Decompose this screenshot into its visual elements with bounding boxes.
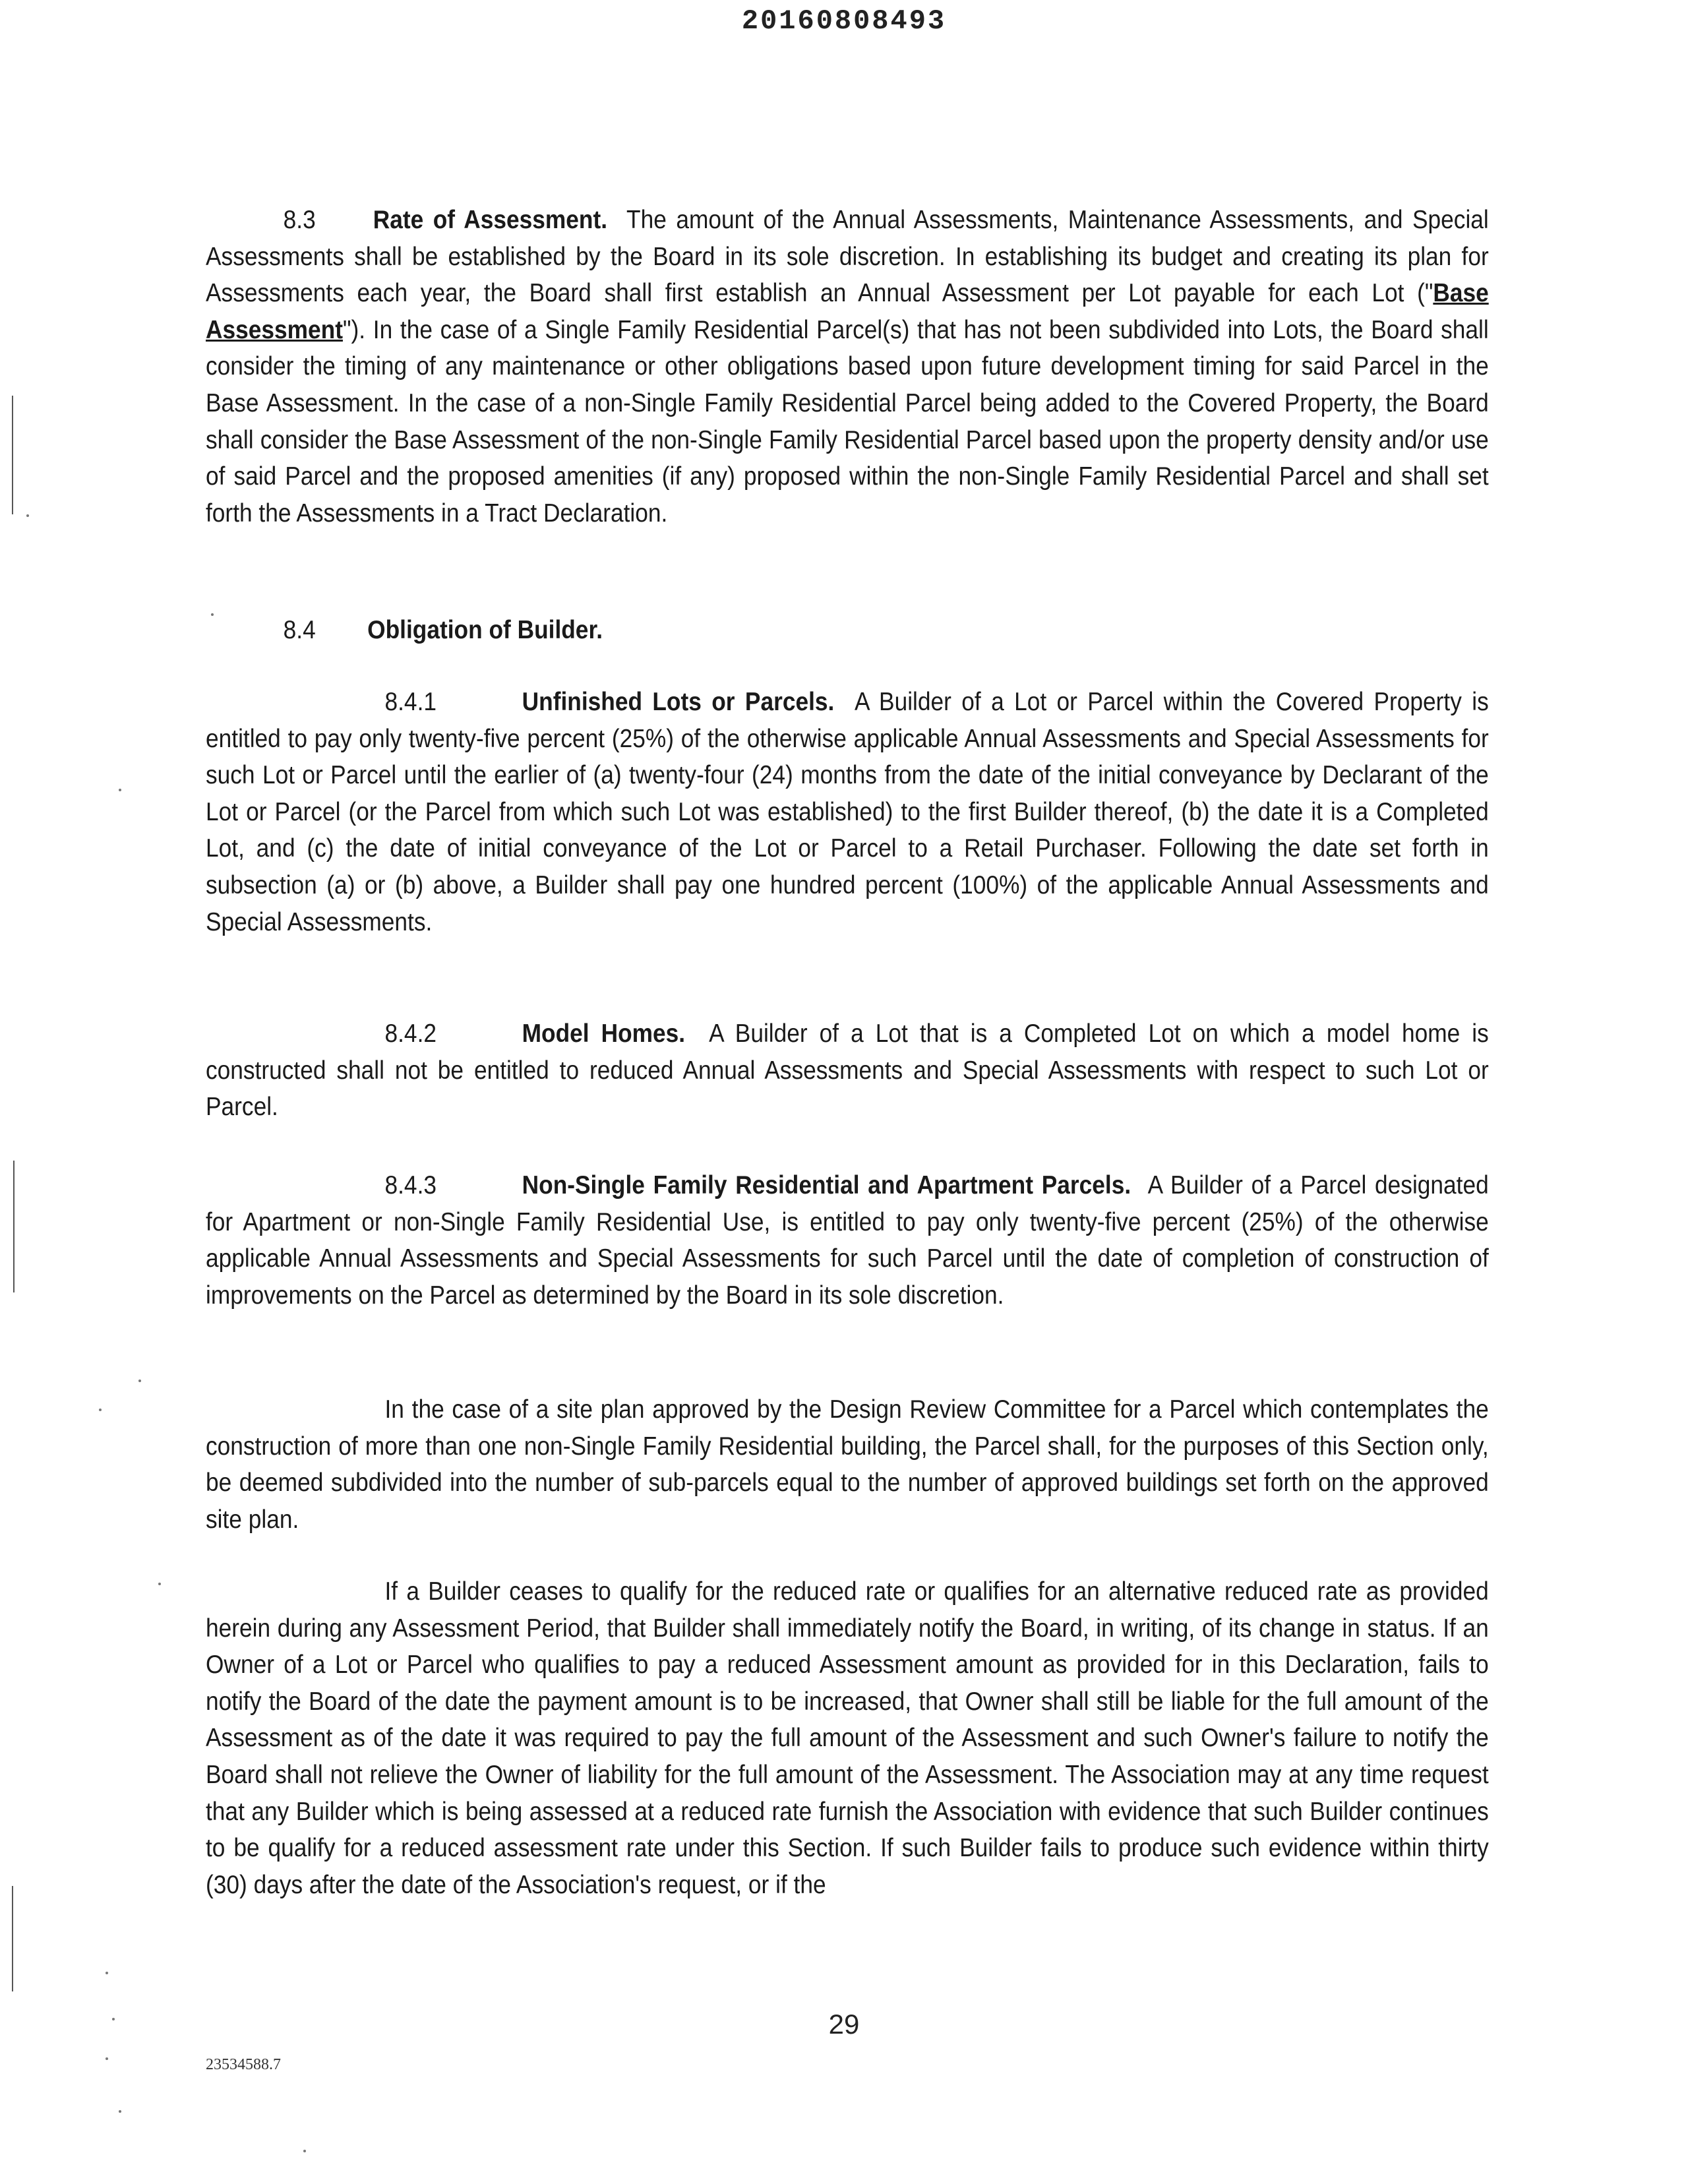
section-number: 8.4.2 <box>384 1019 437 1048</box>
section-title: Rate of Assessment. <box>373 206 608 234</box>
paragraph-builder-ceases <box>206 1573 1489 1903</box>
section-number: 8.4.1 <box>384 688 437 716</box>
section-title: Unfinished Lots or Parcels. <box>522 688 835 716</box>
scan-artifact-line <box>12 396 13 514</box>
paragraph-text: If a Builder ceases to qualify for the reduced rate or qualifies for an alternative reduced rate as provided herein during any Assessment Period, that Builder shall immediately notify the Board, in writing, of its change in status. If an Owner of a Lot or Parcel who qualifies to pay a reduced Assessment amount as provided for in this Declaration, fails to notify the Board of the date the payment amount is to be increased, that Owner shall still be liable for the full amount of the Assessment as of the date it was required to pay the full amount of the Assessment and such Owner's failure to notify the Board shall not relieve the Owner of liability for the full amount of the Assessment. The Association may at any time request that any Builder which is being assessed at a reduced rate furnish the Association with evidence that such Builder continues to be qualify for a reduced assessment rate under this Section. If such Builder fails to produce such evidence within thirty (30) days after the date of the Association's request, or if the <box>206 1577 1489 1899</box>
section-text: A Builder of a Lot or Parcel within the Covered Property is entitled to pay only twenty-five percent (25%) of the otherwise applicable Annual Assessments and Special Assessments for such Lot or Parcel until the earlier of (a) twenty-four (24) months from the date of the initial conveyance by Declarant of the Lot or Parcel (or the Parcel from which such Lot was established) to the first Builder thereof, (b) the date it is a Completed Lot, and (c) the date of initial conveyance of the Lot or Parcel to a Retail Purchaser. Following the date set forth in subsection (a) or (b) above, a Builder shall pay one hundred percent (100%) of the applicable Annual Assessments and Special Assessments. <box>206 688 1489 936</box>
section-title: Model Homes. <box>522 1019 686 1048</box>
paragraph-site-plan <box>206 1391 1489 1538</box>
section-8-4-2 <box>206 1016 1489 1126</box>
paragraph-text: In the case of a site plan approved by the Design Review Committee for a Parcel which contemplates the construction of more than one non-Single Family Residential building, the Parcel shall, for the purposes of this Section only, be deemed subdivided into the number of sub-parcels equal to the number of approved buildings set forth on the approved site plan. <box>206 1395 1489 1534</box>
section-8-4 <box>206 612 1489 649</box>
scan-artifact-dot <box>119 789 121 791</box>
section-8-4-1 <box>206 684 1489 940</box>
section-text: The amount of the Annual Assessments, Maintenance Assessments, and Special Assessments shall be established by the Board in its sole discretion. In establishing its budget and creating its plan for Assessments each year, the Board shall first establish an Annual Assessment per Lot payable for each Lot (" <box>206 206 1489 308</box>
section-title: Non-Single Family Residential and Apartment Parcels. <box>522 1171 1131 1199</box>
scan-artifact-dot <box>138 1380 141 1382</box>
section-text: A Builder of a Lot that is a Completed Lot on which a model home is constructed shall not be entitled to reduced Annual Assessments and Special Assessments with respect to such Lot or Parcel. <box>206 1019 1489 1122</box>
scan-artifact-dot <box>112 2018 115 2020</box>
section-number: 8.4.3 <box>384 1171 437 1199</box>
scan-artifact-dot <box>99 1409 102 1411</box>
section-text: A Builder of a Parcel designated for Apartment or non-Single Family Residential Use, is entitled to pay only twenty-five percent (25%) of the otherwise applicable Annual Assessments and Special Assessments for such Parcel until the date of completion of construction of improvements on the Parcel as determined by the Board in its sole discretion. <box>206 1171 1489 1310</box>
section-text-cont: "). In the case of a Single Family Residential Parcel(s) that has not been subdivided into Lots, the Board shall consider the timing of any maintenance or other obligations based upon future development timing for said Parcel in the Base Assessment. In the case of a non-Single Family Residential Parcel being added to the Covered Property, the Board shall consider the Base Assessment of the non-Single Family Residential Parcel based upon the property density and/or use of said Parcel and the proposed amenities (if any) proposed within the non-Single Family Residential Parcel and shall set forth the Assessments in a Tract Declaration. <box>206 315 1489 528</box>
scan-artifact-dot <box>211 613 214 616</box>
section-8-3 <box>206 202 1489 531</box>
defined-term: Base Assessment <box>206 279 1489 344</box>
scan-artifact-dot <box>106 2057 108 2060</box>
recording-number: 20160808493 <box>741 5 947 37</box>
scan-artifact-dot <box>158 1583 161 1585</box>
section-title: Obligation of Builder. <box>367 616 603 644</box>
scan-artifact-line <box>12 1886 13 1991</box>
page-number: 29 <box>828 2009 860 2040</box>
section-number: 8.3 <box>283 206 316 234</box>
scan-artifact-dot <box>119 2110 121 2113</box>
scan-artifact-line <box>13 1161 15 1292</box>
scan-artifact-dot <box>26 514 29 517</box>
section-number: 8.4 <box>283 616 316 644</box>
document-id: 23534588.7 <box>206 2056 281 2073</box>
section-8-4-3 <box>206 1167 1489 1314</box>
scan-artifact-dot <box>106 1972 108 1974</box>
scan-artifact-dot <box>303 2150 306 2152</box>
